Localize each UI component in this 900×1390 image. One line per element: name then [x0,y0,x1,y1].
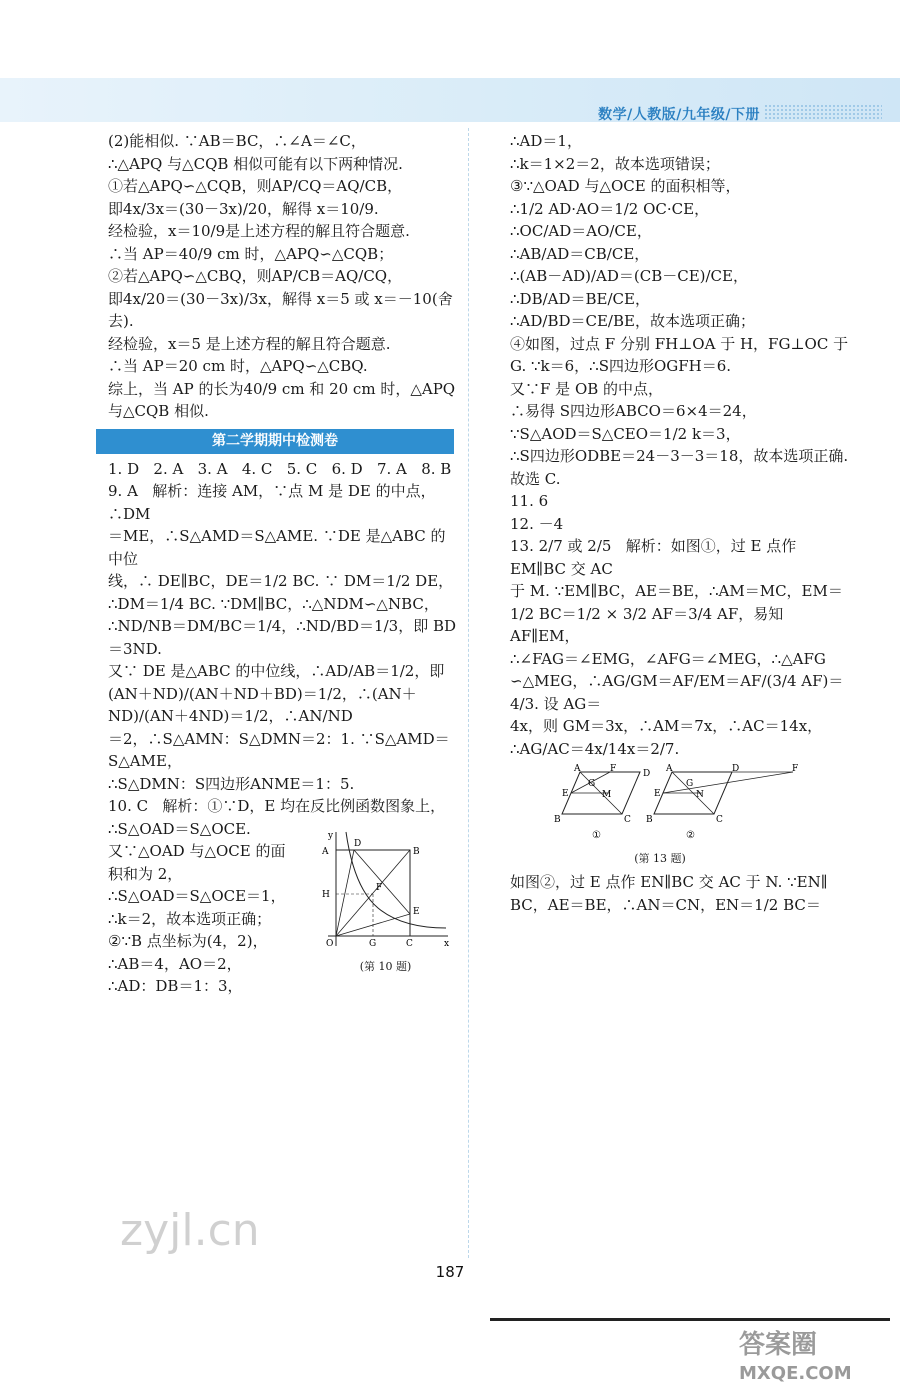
answer-line: ∴AB＝4，AO＝2， [108,954,242,973]
left-column [108,130,458,998]
right-line: 11. 6 [510,492,549,510]
answer-line: 积和为 2， [108,864,183,883]
answer-line: ∴k＝2，故本选项正确； [108,909,272,928]
svg-text:x: x [444,938,450,949]
right-line: ∵S△AOD＝S△CEO＝1/2 k＝3， [510,424,741,443]
right-line: ∽△MEG，∴AG/GM＝AF/EM＝AF/(3/4 AF)＝4/3. 设 AG＝ [510,672,844,713]
svg-text:B: B [646,815,653,825]
watermark-logo [735,1325,895,1385]
figure-13-graph [510,764,810,844]
answer-line: ∴ND/NB＝DM/BC＝1/4，∴ND/BD＝1/3，即 BD＝3ND. [108,617,457,658]
right-line: ∴∠FAG＝∠EMG，∠AFG＝∠MEG，∴△AFG [510,649,826,668]
answer-line: 又∵△OAD 与△OCE 的面 [108,842,286,860]
header-dots-decoration [764,104,882,120]
right-line: ③∵△OAD 与△OCE 的面积相等， [510,177,741,195]
svg-text:G: G [686,779,694,789]
svg-text:G: G [369,938,377,949]
right-line: 12. －4 [510,514,564,533]
answer-line: ＝2，∴S△AMN：S△DMN＝2：1. ∵S△AMD＝S△AME， [108,729,450,770]
figure-10-caption: (第 10 题) [359,960,412,973]
right-line: ∴AD＝1， [510,132,582,150]
figure-10 [318,828,453,976]
svg-text:C: C [406,938,413,949]
watermark-url-text: MXQE.COM [739,1363,852,1384]
answer-line: ＝ME，∴S△AMD＝S△AME. ∵DE 是△ABC 的中位 [108,527,446,568]
answer-line: ②∵B 点坐标为(4，2)， [108,932,268,950]
svg-text:C: C [716,815,723,825]
right-line: ∴1/2 AD·AO＝1/2 OC·CE， [510,199,710,218]
right-line: 又∵F 是 OB 的中点， [510,379,664,398]
left-line: 经检验，x＝5 是上述方程的解且符合题意. [108,334,391,353]
svg-text:D: D [354,838,362,849]
left-line: 综上，当 AP 的长为40/9 cm 和 20 cm 时，△APQ [108,379,456,398]
right-line: ∴易得 S四边形ABCO＝6×4＝24， [510,402,757,420]
svg-text:A: A [574,764,581,774]
watermark-logo-text: 答案圈 [739,1330,818,1360]
right-line: ∴AG/AC＝4x/14x＝2/7. [510,739,680,758]
watermark-text: zyjl.cn [120,1205,260,1256]
answer-line: ∴DM＝1/4 BC. ∵DM∥BC，∴△NDM∽△NBC， [108,594,439,613]
svg-text:E: E [413,906,420,917]
figure-13-caption: (第 13 题) [634,851,686,865]
right-line: 1/2 BC＝1/2 × 3/2 AF＝3/4 AF，易知 AF∥EM， [510,604,789,645]
answer-line: 又∵ DE 是△ABC 的中位线，∴AD/AB＝1/2，即 [108,662,445,680]
section-title: 第二学期期中检测卷 [96,429,454,454]
svg-text:A: A [322,846,329,857]
svg-text:F: F [376,882,383,893]
svg-text:E: E [654,789,661,799]
footer-rule [490,1318,890,1321]
svg-text:D: D [732,764,740,774]
left-line: 即4x/3x＝(30－3x)/20，解得 x＝10/9. [108,199,379,218]
svg-text:F: F [610,764,617,774]
right-line: ∴OC/AD＝AO/CE， [510,222,652,240]
svg-text:y: y [328,830,334,841]
right-line: ∴(AB－AD)/AD＝(CB－CE)/CE， [510,267,748,285]
right-line: ∴DB/AD＝BE/CE， [510,289,650,308]
svg-text:B: B [554,815,561,825]
figure-13 [510,764,850,867]
svg-text:H: H [322,889,330,900]
watermark-zyjl [120,1200,320,1260]
left-line: ∴当 AP＝40/9 cm 时，△APQ∽△CQB； [108,244,394,263]
right-line: ∴k＝1×2＝2，故本选项错误； [510,154,720,173]
right-line: ④如图，过点 F 分别 FH⊥OA 于 H，FG⊥OC 于 [510,334,849,353]
left-line: 即4x/20＝(30－3x)/3x，解得 x＝5 或 x＝－10(舍去). [108,289,453,330]
right-line: 4x，则 GM＝3x，∴AM＝7x，∴AC＝14x， [510,717,823,735]
answer-line: ∴S△OAD＝S△OCE＝1， [108,887,286,905]
left-line: (2)能相似. ∵AB＝BC，∴∠A＝∠C， [108,132,366,150]
svg-text:G: G [588,779,596,789]
left-line: ∴当 AP＝20 cm 时，△APQ∽△CBQ. [108,357,368,375]
right-line: 13. 2/7 或 2/5 解析：如图①，过 E 点作 EM∥BC 交 AC [510,537,802,578]
answer-line: ∴S△OAD＝S△OCE. [108,819,251,838]
svg-text:E: E [562,789,569,799]
figure-13-label-1: ① [592,830,601,841]
page-number: 187 [435,1263,465,1281]
figure-13-label-2: ② [686,830,695,841]
header-title: 数学/人教版/九年级/下册 [598,107,760,123]
left-line: ②若△APQ∽△CBQ，则AP/CB＝AQ/CQ， [108,267,403,285]
svg-text:O: O [326,938,334,949]
right-line: 故选 C. [510,469,561,488]
answer-line: ∴S△DMN：S四边形ANME＝1：5. [108,774,355,793]
right-line: ∴AB/AD＝CB/CE， [510,244,650,263]
svg-text:B: B [413,846,420,857]
right-line: ∴S四边形ODBE＝24－3－3＝18，故本选项正确. [510,447,849,465]
left-line: 与△CQB 相似. [108,402,209,420]
right-line: ∴AD/BD＝CE/BE，故本选项正确； [510,312,755,330]
right-line: 如图②，过 E 点作 EN∥BC 交 AC 于 N. ∵EN∥ [510,873,828,891]
svg-text:A: A [666,764,673,774]
right-line: BC，AE＝BE，∴AN＝CN，EN＝1/2 BC＝ [510,895,821,914]
left-line: 经检验，x＝10/9是上述方程的解且符合题意. [108,222,410,240]
answer-line: ∴AD：DB＝1：3， [108,977,243,995]
svg-text:F: F [792,764,799,774]
right-line: G. ∵k＝6，∴S四边形OGFH＝6. [510,357,732,375]
svg-text:D: D [643,769,651,779]
figure-10-graph [318,828,453,953]
left-line: ①若△APQ∽△CQB，则AP/CQ＝AQ/CB， [108,177,403,195]
q10-block [108,818,458,998]
answer-line: 9. A 解析：连接 AM，∵点 M 是 DE 的中点，∴DM [108,482,436,523]
answer-line: (AN＋ND)/(AN＋ND＋BD)＝1/2，∴(AN＋ND)/(AN＋4ND)＝1/2，∴AN/ND [108,684,417,725]
left-line: ∴△APQ 与△CQB 相似可能有以下两种情况. [108,154,403,173]
svg-text:C: C [624,815,631,825]
right-column [510,130,850,916]
answer-line: 1. D 2. A 3. A 4. C 5. C 6. D 7. A 8. B [108,459,452,478]
answer-line: 线，∴ DE∥BC，DE＝1/2 BC. ∵ DM＝1/2 DE， [108,572,454,590]
svg-text:N: N [696,790,704,800]
right-line: 于 M. ∵EM∥BC，AE＝BE，∴AM＝MC，EM＝ [510,582,843,600]
column-divider [468,128,469,1258]
answer-line: 10. C 解析：①∵D，E 均在反比例函数图象上， [108,797,446,815]
svg-text:M: M [602,790,612,800]
